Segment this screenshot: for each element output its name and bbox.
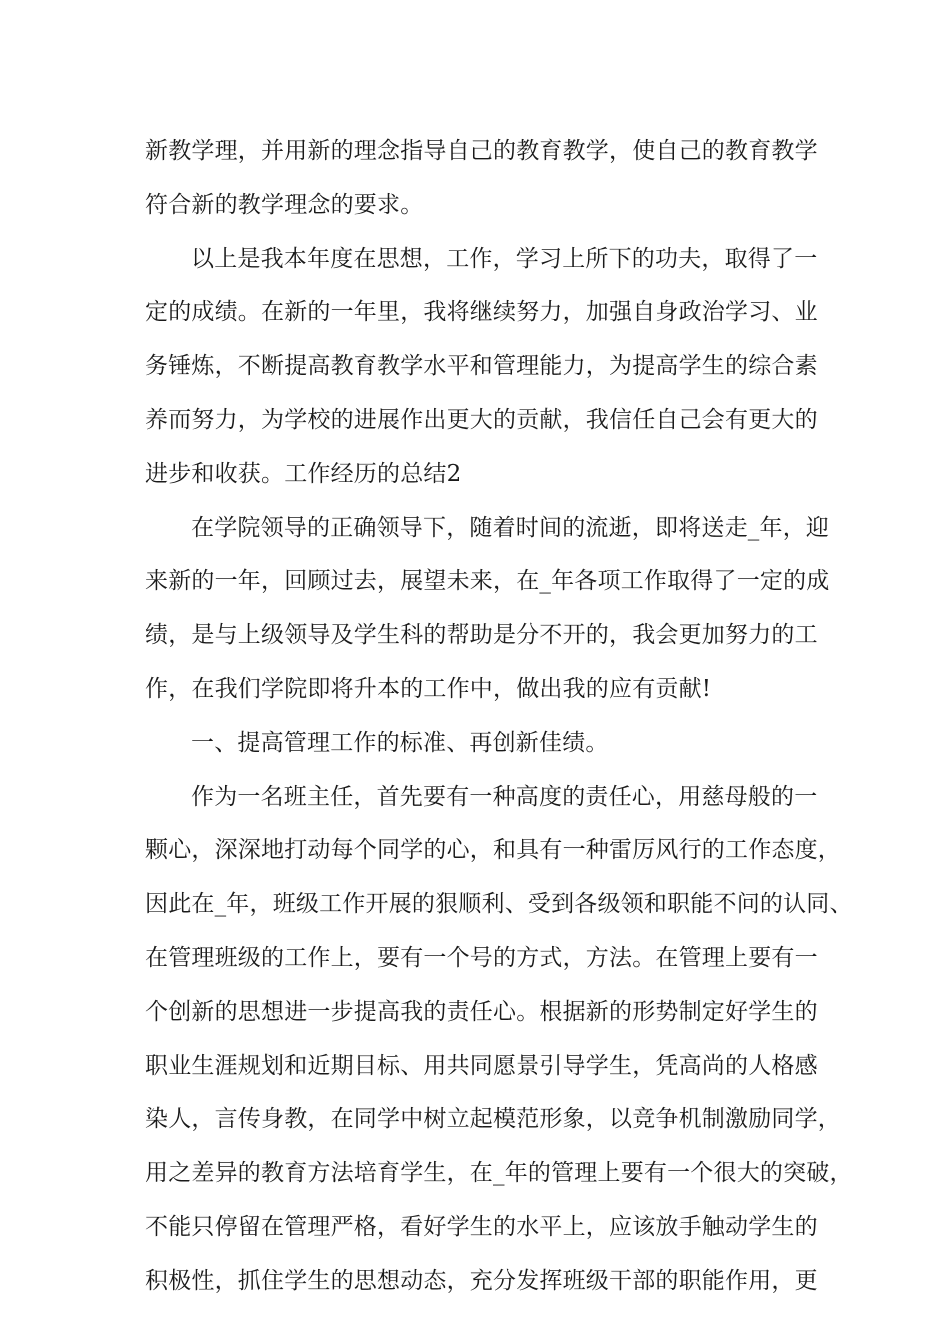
text-line: 符合新的教学理念的要求。	[145, 191, 424, 218]
text-line: 在管理班级的工作上，要有一个号的方式，方法。在管理上要有一	[145, 944, 818, 971]
text-line: 绩，是与上级领导及学生科的帮助是分不开的，我会更加努力的工	[145, 622, 818, 649]
body-text	[145, 128, 853, 1312]
text-line: 积极性，抓住学生的思想动态，充分发挥班级干部的职能作用，更	[145, 1267, 818, 1294]
paragraph-start-line: 作为一名班主任，首先要有一种高度的责任心，用慈母般的一	[191, 783, 818, 810]
text-line: 务锤炼，不断提高教育教学水平和管理能力，为提高学生的综合素	[145, 353, 818, 380]
paragraph-start-line: 在学院领导的正确领导下，随着时间的流逝，即将送走_年，迎	[191, 514, 830, 541]
text-line: 定的成绩。在新的一年里，我将继续努力，加强自身政治学习、业	[145, 299, 818, 326]
text-line: 因此在_年，班级工作开展的狠顺利、受到各级领和职能不问的认同、	[145, 891, 853, 918]
text-line: 用之差异的教育方法培育学生，在_年的管理上要有一个很大的突破，	[145, 1160, 853, 1187]
text-line: 进步和收获。工作经历的总结2	[145, 460, 462, 487]
text-line: 作，在我们学院即将升本的工作中，做出我的应有贡献!	[145, 675, 712, 702]
text-line: 颗心，深深地打动每个同学的心，和具有一种雷厉风行的工作态度，	[145, 837, 841, 864]
text-line: 个创新的思想进一步提高我的责任心。根据新的形势制定好学生的	[145, 998, 818, 1025]
text-line: 染人，言传身教，在同学中树立起模范形象，以竞争机制激励同学，	[145, 1106, 841, 1133]
text-line: 职业生涯规划和近期目标、用共同愿景引导学生，凭高尚的人格感	[145, 1052, 818, 1079]
paragraph-start-line: 以上是我本年度在思想，工作，学习上所下的功夫，取得了一	[191, 245, 818, 272]
text-line: 新教学理，并用新的理念指导自己的教育教学，使自己的教育教学	[145, 138, 818, 164]
text-line: 养而努力，为学校的进展作出更大的贡献，我信任自己会有更大的	[145, 406, 818, 433]
text-line: 来新的一年，回顾过去，展望未来，在_年各项工作取得了一定的成	[145, 568, 830, 595]
section-heading: 一、提高管理工作的标准、再创新佳绩。	[191, 729, 609, 756]
text-line: 不能只停留在管理严格，看好学生的水平上，应该放手触动学生的	[145, 1213, 818, 1240]
